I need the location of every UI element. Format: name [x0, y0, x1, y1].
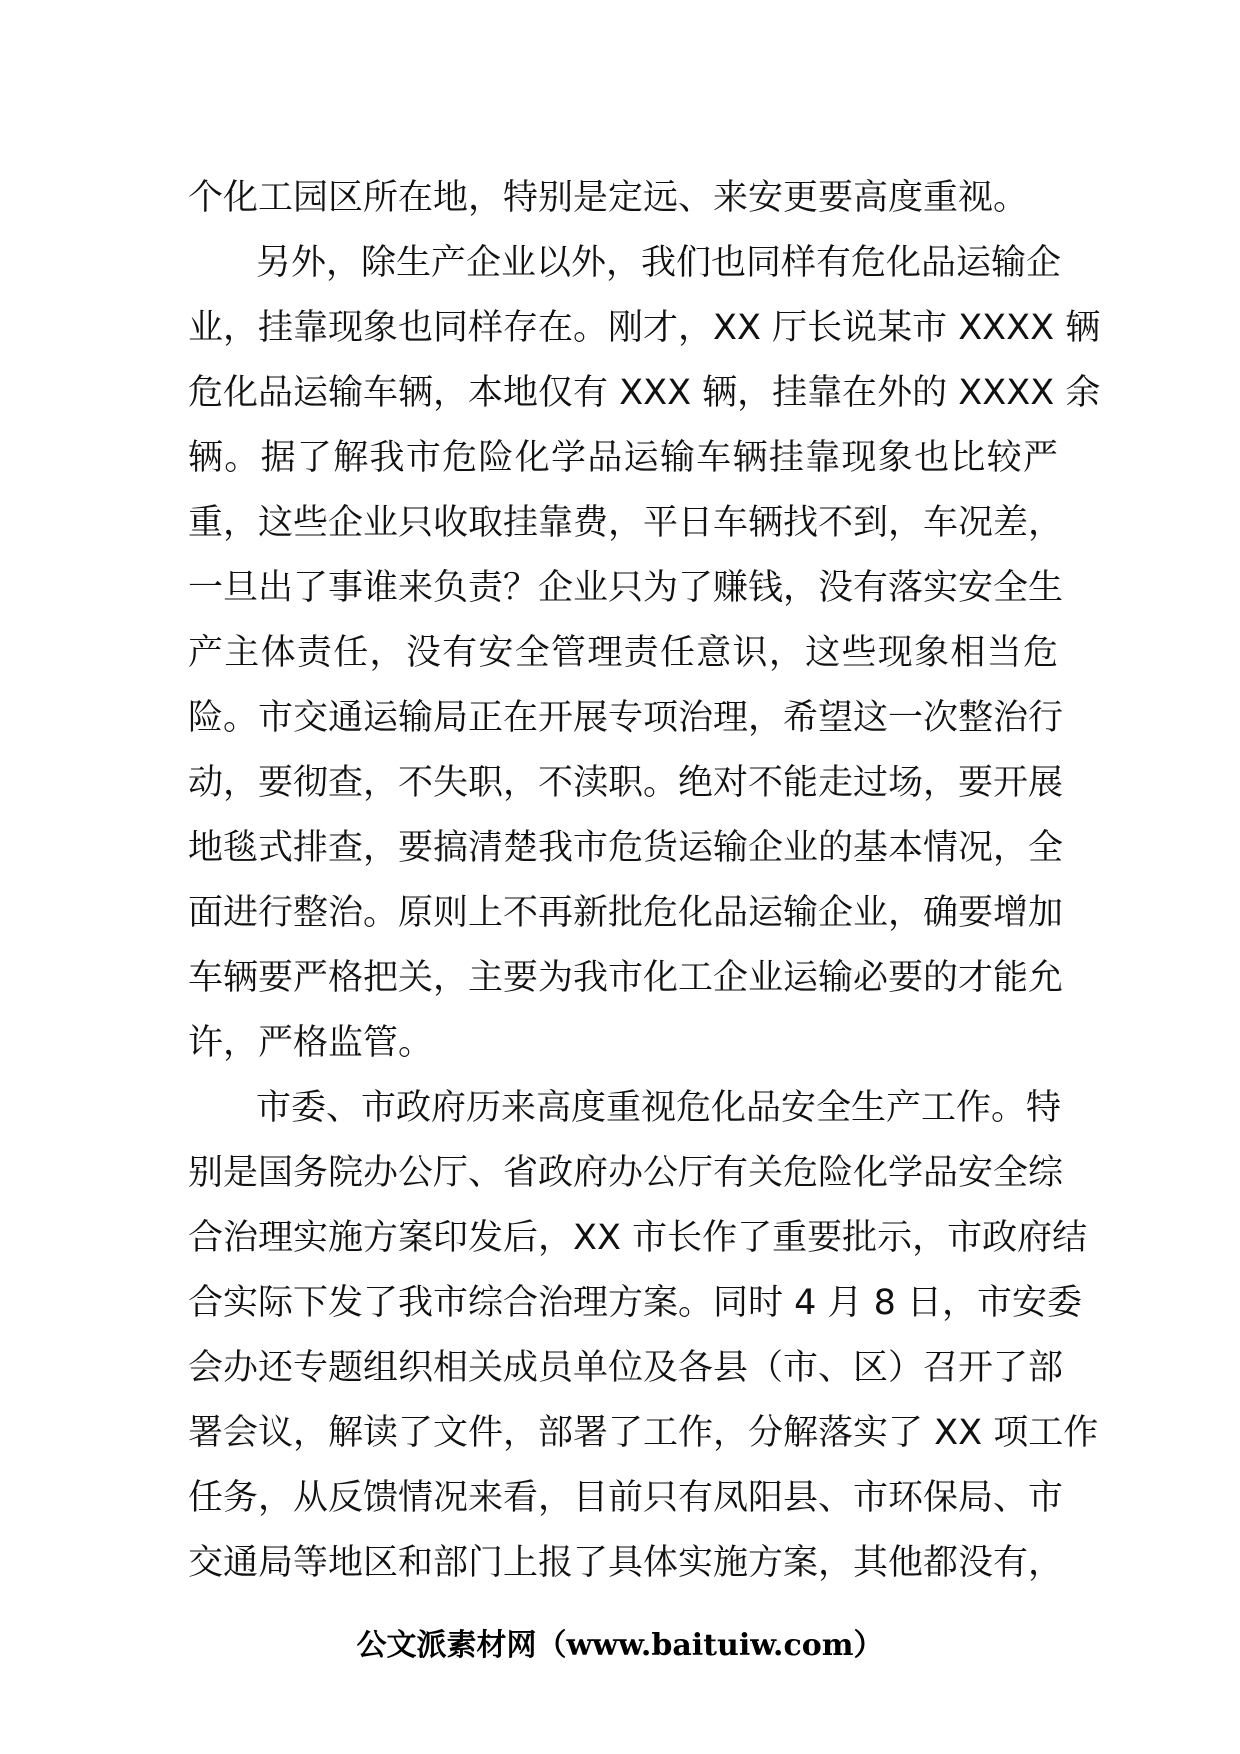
text-line: 会办还专题组织相关成员单位及各县（市、区）召开了部: [188, 1348, 1064, 1388]
text-line: 许，严格监管。: [188, 1023, 434, 1063]
text-line: 业，挂靠现象也同样存在。刚才，XX 厅长说某市 XXXX 辆: [188, 308, 1101, 348]
text-line: 别是国务院办公厅、省政府办公厅有关危险化学品安全综: [188, 1153, 1064, 1193]
text-line: 一旦出了事谁来负责？企业只为了赚钱，没有落实安全生: [188, 568, 1064, 608]
text-line: 动，要彻查，不失职，不渎职。绝对不能走过场，要开展: [188, 763, 1064, 803]
text-line: 辆。据了解我市危险化学品运输车辆挂靠现象也比较严: [188, 438, 1058, 478]
text-line: 危化品运输车辆，本地仅有 XXX 辆，挂靠在外的 XXXX 余: [188, 373, 1101, 413]
text-line: 署会议，解读了文件，部署了工作，分解落实了 XX 项工作: [188, 1413, 1099, 1453]
text-line: 合治理实施方案印发后，XX 市长作了重要批示，市政府结: [188, 1218, 1088, 1258]
text-line: 个化工园区所在地，特别是定远、来安更要高度重视。: [188, 178, 1029, 218]
text-line: 面进行整治。原则上不再新批危化品运输企业，确要增加: [188, 893, 1064, 933]
text-line: 合实际下发了我市综合治理方案。同时 4 月 8 日，市安委: [188, 1283, 1083, 1323]
text-line: 险。市交通运输局正在开展专项治理，希望这一次整治行: [188, 698, 1064, 738]
paragraph-start-line: 另外，除生产企业以外，我们也同样有危化品运输企: [256, 243, 1062, 283]
text-line: 车辆要严格把关，主要为我市化工企业运输必要的才能允: [188, 958, 1064, 998]
text-line: 重，这些企业只收取挂靠费，平日车辆找不到，车况差，: [188, 503, 1064, 543]
paragraph-start-line: 市委、市政府历来高度重视危化品安全生产工作。特: [256, 1088, 1062, 1128]
text-line: 地毯式排查，要搞清楚我市危货运输企业的基本情况，全: [188, 828, 1064, 868]
document-body: [188, 166, 1101, 1596]
text-line: 产主体责任，没有安全管理责任意识，这些现象相当危: [188, 633, 1058, 673]
text-line: 任务，从反馈情况来看，目前只有凤阳县、市环保局、市: [188, 1478, 1064, 1518]
watermark-footer: 公文派素材网（www.baituiw.com）: [356, 1628, 884, 1663]
text-line: 交通局等地区和部门上报了具体实施方案，其他都没有，: [188, 1543, 1064, 1583]
